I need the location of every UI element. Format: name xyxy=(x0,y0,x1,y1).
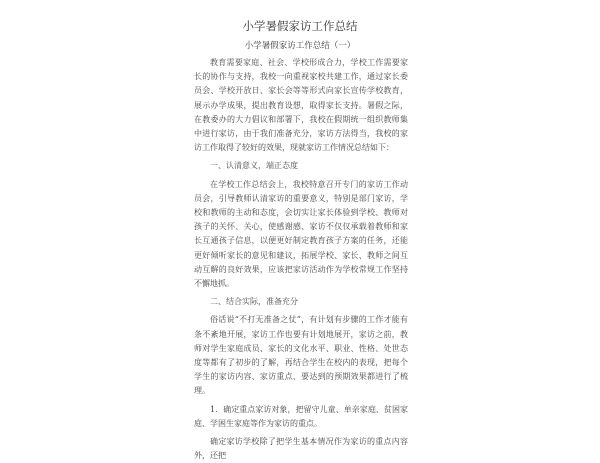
section-heading-2: 二、结合实际，准备充分 xyxy=(210,297,298,307)
document-body xyxy=(194,56,408,463)
section-paragraph-2: 俗话说“不打无准备之仗”，有计划有步骤的工作才能有条不紊地开展，家访工作也要有计划地展开，家访之前，教师对学生家庭成员、家长的文化水平、职业、性格、处世态度等都有了初步的了解，再结合学生在校内的表现，把每个学生的家访内容、家访重点、要达到的预期效果都进行了梳理。 xyxy=(194,315,408,396)
section-paragraph-1: 在学校工作总结会上，我校特意召开专门的家访工作动员会，引导教师认清家访的重要意义，特别是部门家访，学校和教师的主动和态度，会切实让家长体验到学校、教师对孩子的关怀、关心，使感谢感、家访不仅仅承载着教师和家长互通孩子信息，以便更好制定教育孩子方案的任务，还能更好倾听家长的意见和建议，拓展学校、家长、教师之间互动互解的良好效果，应该把家访活动作为学校常规工作坚持不懈地抓。 xyxy=(194,179,408,289)
list-item-1: 1．确定重点家访对象，把留守儿童、单亲家庭、贫困家庭、学困生家庭等作为家访的重点。 xyxy=(194,404,408,428)
list-item-2: 确定家访学校除了把学生基本情况作为家访的重点内容外，还把 xyxy=(194,437,408,461)
document-subtitle: 小学暑假家访工作总结（一） xyxy=(244,41,356,51)
section-heading-1: 一、认清意义，端正态度 xyxy=(210,161,298,171)
intro-paragraph: 教育需要家庭、社会、学校形成合力，学校工作需要家长的协作与支持，我校一向重视家校共建工作，通过家长委员会、学校开放日、家长会等等形式向家长宣传学校教育，展示办学成果，提出教育设想，取得家长支持。暑假之际，在教委办的大力倡议和部署下，我校在假期统一组织教师集中进行家访，由于我们准备充分，家访方法得当，我校的家访工作取得了较好的效果，现就家访工作情况总结如下： xyxy=(194,58,408,153)
document-title: 小学暑假家访工作总结 xyxy=(242,19,358,33)
